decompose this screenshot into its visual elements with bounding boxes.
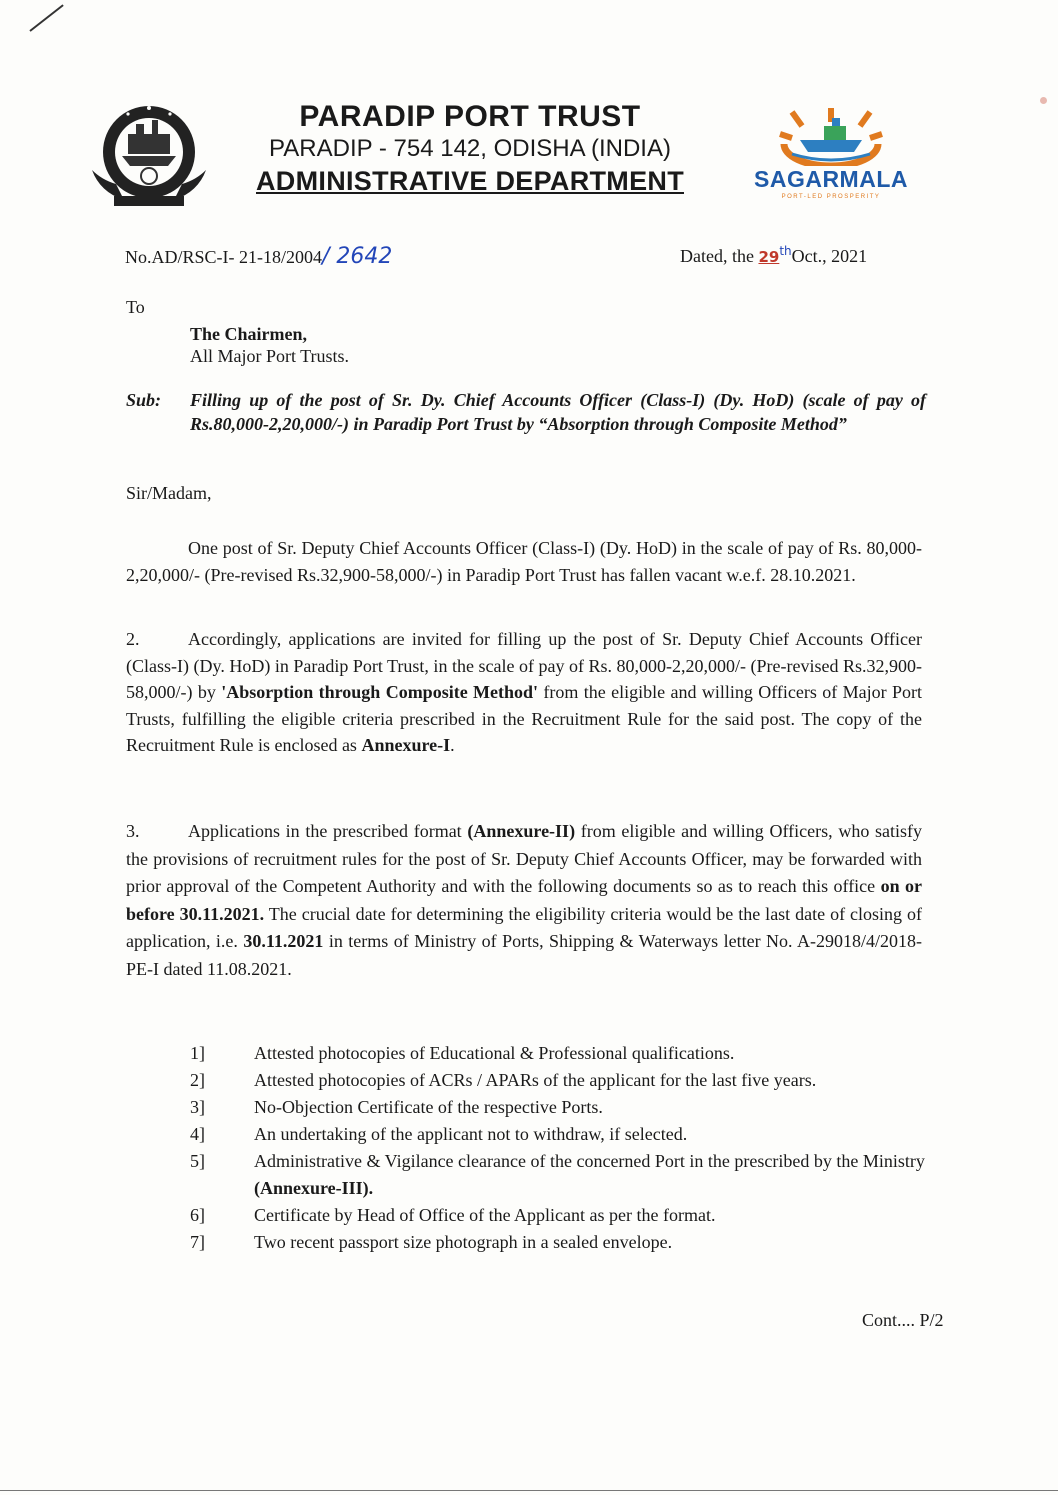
crucial-date: 30.11.2021 xyxy=(243,931,324,951)
subject-block xyxy=(126,388,926,436)
paragraph-3-text-a: Applications in the prescribed format xyxy=(188,821,468,841)
paragraph-2-number: 2. xyxy=(126,629,140,649)
date-prefix: Dated, the xyxy=(680,246,754,266)
organization-address: PARADIP - 754 142, ODISHA (INDIA) xyxy=(269,135,671,162)
port-trust-emblem-icon xyxy=(88,100,210,212)
sagarmala-tagline: PORT-LED PROSPERITY xyxy=(781,194,881,200)
paragraph-2-text-a: Accordingly, applications are invited for filling up the post of Sr. Deputy Chief Accounts Officer (Class-I) (Dy. HoD) in Paradip Port Trust, in the scale of pay of Rs. 80,000-2,20,000/- (Pre-revised Rs.32,900-58,000/-) by xyxy=(126,629,922,702)
paragraph-1: One post of Sr. Deputy Chief Accounts Officer (Class-I) (Dy. HoD) in the scale of pay of Rs. 80,000-2,20,000/- (Pre-revised Rs.32,900-58,000/-) in Paradip Port Trust has fallen vacant w.e.f. 28.10.2021. xyxy=(126,538,922,585)
list-item xyxy=(190,1229,930,1256)
recipient-block xyxy=(190,323,349,367)
paragraph-3-text-c: The crucial date for determining the eligibility criteria would be the last date of closing of application, i.e. xyxy=(126,903,923,951)
list-item-number: 2] xyxy=(190,1070,205,1090)
list-item-text: Attested photocopies of Educational & Professional qualifications. xyxy=(254,1043,735,1063)
list-item-text: Certificate by Head of Office of the Applicant as per the format. xyxy=(254,1205,716,1225)
list-item xyxy=(190,1121,930,1148)
list-item xyxy=(190,1094,930,1121)
sagarmala-logo xyxy=(736,100,926,210)
subject-label: Sub: xyxy=(126,390,162,410)
list-item-text: Administrative & Vigilance clearance of the concerned Port in the prescribed by the Ministry xyxy=(254,1151,925,1171)
organization-name: PARADIP PORT TRUST xyxy=(299,100,641,133)
paragraph-2-text-c: . xyxy=(450,735,455,755)
list-item-number: 7] xyxy=(190,1232,205,1252)
annexure-3-label: (Annexure-III). xyxy=(254,1178,374,1198)
paragraph-3 xyxy=(126,818,922,983)
to-label: To xyxy=(126,297,145,317)
paragraph-2-text-b: from the eligible and willing Officers of Major Port Trusts, fulfilling the eligible criteria prescribed in the Recruitment Rule for the said post. The copy of the Recruitment Rule is enclosed as xyxy=(126,682,922,755)
method-name: 'Absorption through Composite Method' xyxy=(221,682,539,702)
sagarmala-wordmark: SAGARMALA xyxy=(754,166,908,192)
list-item-text: No-Objection Certificate of the respective Ports. xyxy=(254,1097,603,1117)
subject-text: Filling up of the post of Sr. Dy. Chief Accounts Officer (Class-I) (Dy. HoD) (scale of pay of Rs.80,000-2,20,000/-) in Paradip Port Trust by “Absorption through Composite Method” xyxy=(190,390,926,434)
date-rest: Oct., 2021 xyxy=(791,246,868,266)
list-item-number: 6] xyxy=(190,1205,205,1225)
continuation-note: Cont.... P/2 xyxy=(862,1310,944,1330)
list-item-text: An undertaking of the applicant not to withdraw, if selected. xyxy=(254,1124,688,1144)
paragraph-3-number: 3. xyxy=(126,821,140,841)
list-item-text: Two recent passport size photograph in a sealed envelope. xyxy=(254,1232,673,1252)
salutation: Sir/Madam, xyxy=(126,483,212,503)
list-item xyxy=(190,1148,930,1202)
paragraph-3-text-d: in terms of Ministry of Ports, Shipping & Waterways letter No. A-29018/4/2018-PE-I dated 11.08.2021. xyxy=(126,931,922,979)
page-bottom-edge xyxy=(0,1490,1058,1491)
list-item xyxy=(190,1067,930,1094)
annexure-2-label: (Annexure-II) xyxy=(467,821,576,841)
handwritten-reference-number: / 2642 xyxy=(322,244,393,269)
pen-tick-mark xyxy=(29,4,63,31)
list-item-text: Attested photocopies of ACRs / APARs of the applicant for the last five years. xyxy=(254,1070,817,1090)
list-item-number: 3] xyxy=(190,1097,205,1117)
deadline: on or before 30.11.2021. xyxy=(126,876,923,924)
reference-prefix: No.AD/RSC-I- 21-18/2004 xyxy=(125,247,322,267)
list-item-number: 1] xyxy=(190,1043,205,1063)
letterhead xyxy=(210,100,730,198)
annexure-1-label: Annexure-I xyxy=(361,735,451,755)
handwritten-date-day: 29 xyxy=(758,248,780,266)
recipient-address: All Major Port Trusts. xyxy=(190,346,350,366)
paragraph-3-text-b: from eligible and willing Officers, who satisfy the provisions of recruitment rules for the post of Sr. Deputy Chief Accounts Officer, may be forwarded with prior approval of the Competent Authority and with the following documents so as to reach this office xyxy=(126,821,923,896)
list-item xyxy=(190,1202,930,1229)
reference-number xyxy=(125,244,392,269)
ink-dot xyxy=(1040,97,1047,104)
list-item-number: 5] xyxy=(190,1151,205,1171)
letter-date xyxy=(680,244,867,267)
list-item-number: 4] xyxy=(190,1124,205,1144)
date-day-suffix: th xyxy=(779,244,792,258)
paragraph-2 xyxy=(126,626,922,759)
list-item xyxy=(190,1040,930,1067)
documents-list xyxy=(190,1040,930,1256)
recipient-title: The Chairmen, xyxy=(190,324,307,344)
department-name: ADMINISTRATIVE DEPARTMENT xyxy=(256,166,684,196)
ship-wheel-icon xyxy=(736,100,926,166)
